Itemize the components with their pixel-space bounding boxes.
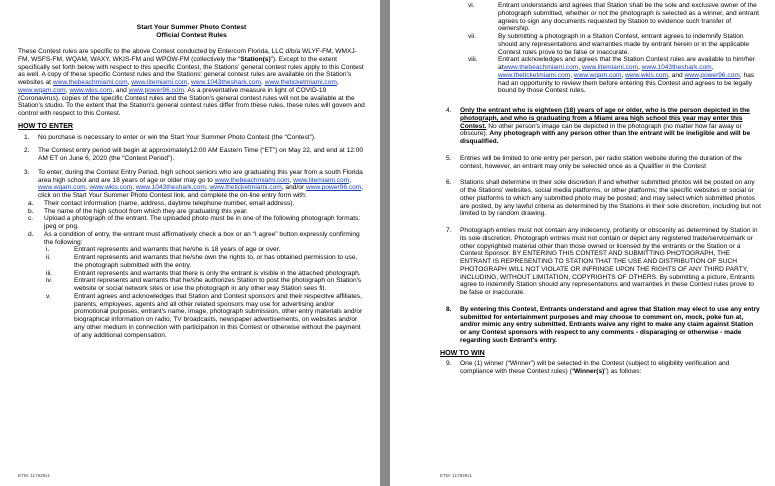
roman-item-iv: iv. Entrant represents and warrants that he/she authorizes Station to post the photograph on Station's website or social network sites or use the photograph in any other way Station sees fit. — [46, 277, 362, 292]
rule-2: 2. The Contest entry period will begin at approximately12:00 AM Eastern Time (“ET”) on May 22, and end at 12:00 AM ET on June 6, 2020 (the “Contest Period”). — [24, 147, 364, 162]
link-1043theshark[interactable]: www.1043theshark.com — [641, 64, 712, 71]
link-thebeachmiami[interactable]: www.thebeachmiami.com — [52, 79, 128, 86]
roman-item-i: i. Entrant represents and warrants that he/she is 18 years of age or over. — [46, 246, 281, 254]
link-wkis[interactable]: www.wkis.com — [625, 71, 669, 79]
link-theticketmiami[interactable]: www.theticketmiami.com — [498, 71, 571, 79]
sub-item-b: b. The name of the high school from which they are graduating this year. — [28, 207, 248, 215]
roman-item-v: v. Entrant agrees and acknowledges that Station and Contest sponsors and their respective affiliates, parents, employees, agents and all other related sponsors may use for advertising and/or promotional purposes, entrant's name, image, photograph submission, other entry materials and/or biographical information on radio, TV broadcasts, newspaper advertisements, on websites and/or any other medium in connection with participation in this Contest or otherwise without the payment of any additional compensation. — [46, 292, 363, 339]
rule-5: 5. Entries will be limited to one entry per person, per radio station website during the duration of the contest, however, an entrant may only be selected once as a Qualifier in the Contest — [446, 154, 742, 170]
roman-item-vi: vi. Entrant understands and agrees that Station shall be the sole and exclusive owner of the photograph submitted, whether or not the photograph is selected as a winner, and entrant agrees to sign any documents requested by Station to evidence such transfer of ownership. — [468, 2, 759, 33]
roman-item-iii: iii. Entrant represents and warrants that there is only the entrant is visible in the attached photograph. — [46, 269, 361, 277]
intro-paragraph: These Contest rules are specific to the above Contest conducted by Entercom Florida, LLC d/b/a WLYF-FM, WMXJ-FM, WSFS-FM, WQAM, WAXY, WKIS-FM and WPOW-FM (collectively the “Station(s)”). Except to the extent specifically set forth below with respect to this specific Contest, the Stations' general contest rules apply to this Contest as well. A copy of these specific Contest rules and the Stations' general contest rules are available on the Station's websites at www.thebeachmiami.com, www.litemiami.com, www.1043theshark.com, www.theticketmiami.com, www.wqam.com, www.wkis.com, and www.power96.com. As a preventative measure in light of COVID-19 (Coronavirus), copies of the specific Contest rules and the Station's general contest rules will not be available at the Station's studio. To the extent that the Station's general contest rules differ from these rules, these rules will govern and control with respect to this Contest. — [18, 48, 365, 117]
link-wqam[interactable]: www.wqam.com — [18, 86, 66, 94]
rule-8: 8. By entering this Contest, Entrants understand and agree that Station may elect to use any entry submitted for entertainment purposes and may choose to comment on, mock, poke fun at, and/or mimic any entry submitted. Entrants waive any right to make any claim against Station or any Contest sponsors with respect to any comments - disparaging or otherwise - made regarding such Entrant's entry. — [446, 305, 760, 344]
link-litemiami[interactable]: www.litemiami.com — [581, 64, 638, 71]
link-litemiami[interactable]: www.litemiami.com — [293, 176, 350, 184]
page-footer: ETM: 117829v1 — [18, 473, 51, 479]
rule-9: 9. One (1) winner (“Winner”) will be selected in the Contest (subject to eligibility verification and compliance with these Contest rules) (“Winner(s)”) as follows: — [446, 360, 730, 375]
rule-6: 6. Stations shall determine in their sole discretion if and whether submitted photos will be posted on any of the Stations' websites, social media platforms, or other platforms; the specific websites or social or other platforms to which any submitted photo may be posted; and may select which submitted photos are posted, by any lawful criteria as determined by the Stations in their sole discretion, including but not limited to by random drawing. — [446, 179, 761, 218]
link-wqam[interactable]: www.wqam.com — [573, 71, 622, 79]
link-wkis[interactable]: www.wkis.com — [89, 184, 133, 192]
link-wqam[interactable]: www.wqam.com — [38, 184, 86, 192]
section-heading-how-to-enter: HOW TO ENTER — [18, 121, 74, 130]
rule-4: 4. Only the entrant who is eighteen (18) years of age or older, who is the person depicted in the photograph, and who is graduating from a Miami area high school this year may enter this Contest. No other person's image can be depicted in the photograph (no matter how far away or obscure). Any photograph with any person other than the entrant will be ineligible and will be disqualified. — [446, 107, 751, 145]
roman-item-vii: vii. By submitting a photograph in a Station Contest, entrant agrees to indemnify Station should any representations and warranties made by entrant herein or in the applicable Contest rules prove to be false or inaccurate. — [468, 33, 750, 56]
page-footer: ETM: 117829v1 — [440, 473, 473, 479]
link-thebeachmiami[interactable]: www.thebeachmiami.com — [214, 176, 290, 184]
rule-1: 1. No purchase is necessary to enter or win the Start Your Summer Photo Contest (the “Contest”). — [24, 133, 316, 141]
link-thebeachmiami[interactable]: www.thebeachmiami.com — [503, 64, 579, 71]
page-subtitle: Official Contest Rules — [156, 32, 227, 39]
link-1043theshark[interactable]: www.1043theshark.com — [135, 184, 206, 192]
link-theticketmiami[interactable]: www.theticketmiami.com — [264, 79, 337, 86]
section-heading-how-to-win: HOW TO WIN — [440, 348, 485, 357]
link-litemiami[interactable]: www.litemiami.com — [131, 79, 188, 86]
page-gap — [380, 0, 390, 486]
link-wkis[interactable]: www.wkis.com — [69, 86, 113, 94]
link-power96[interactable]: www.power96.com — [128, 86, 185, 94]
link-1043theshark[interactable]: www.1043theshark.com — [191, 79, 262, 86]
sub-item-a: a. Their contact information (name, address, daytime telephone number, email address). — [28, 199, 295, 207]
document-page-1 — [0, 0, 380, 486]
sub-item-c: c. Upload a photograph of the entrant. The uploaded photo must be in one of the following photograph formats: jpeg or png. — [28, 215, 361, 230]
roman-item-viii: viii. Entrant acknowledges and agrees that the Station Contest rules are available to him/her atwww.thebeachmiami.com, www.litemiami.com, www.1043theshark.com, www.theticketmiami.com, www.wqam.com, www.wkis.com, and www.power96.com, has had an opportunity to review them before entering this Contest and agrees to be legally bound by those Contest rules. — [468, 56, 755, 95]
link-power96[interactable]: www.power96.com — [684, 71, 740, 79]
rule-7: 7. Photograph entries must not contain any indecency, profanity or obscenity as determined by Station in its sole discretion. Photograph entries must not contain or depict any registered trade/servicemark or other copyrighted material other than those owned or licensed by the entrants or the Station or a Contest Sponsor. BY ENTERING THIS CONTEST AND SUBMITTING PHOTOGRAPH, THE ENTRANT IS REPRESENTING TO STATION THAT THE USE AND DISTRIBUTION OF SUCH PHOTOGRAPH WILL NOT VIOLATE OR INFRINGE UPON THE RIGHTS OF ANY THIRD PARTY, INCLUDING, WITHOUT LIMITATION, COPYRIGHTS OF OTHERS. By submitting a picture, Entrants agree to indemnify Station should any representations and warranties in these Contest rules prove to be false or inaccurate. — [446, 227, 758, 296]
document-page-2 — [390, 0, 775, 486]
rule-3: 3. To enter, during the Contest Entry Period, high school seniors who are graduating this year from a south Florida area high school and are 18 years of age or older may go to www.thebeachmiami.com, www.litemiami.com, www.wqam.com, www.wkis.com, www.1043theshark.com, www.theticketmiami.com, and/or www.power96.com, click on the Start Your Summer Photo Contest link, and complete the on-line entry form with: — [24, 168, 364, 199]
roman-item-ii: ii. Entrant represents and warrants that he/she own the rights to, or has obtained permission to use, the photograph submitted with the entry. — [46, 254, 358, 269]
link-power96[interactable]: www.power96.com — [305, 184, 362, 192]
sub-item-d: d. As a condition of entry, the entrant must affirmatively check a box or an “I agree” button expressly confirming the following: — [28, 230, 360, 246]
page-title: Start Your Summer Photo Contest Official Contest Rules — [136, 24, 247, 39]
link-theticketmiami[interactable]: www.theticketmiami.com — [209, 184, 282, 192]
